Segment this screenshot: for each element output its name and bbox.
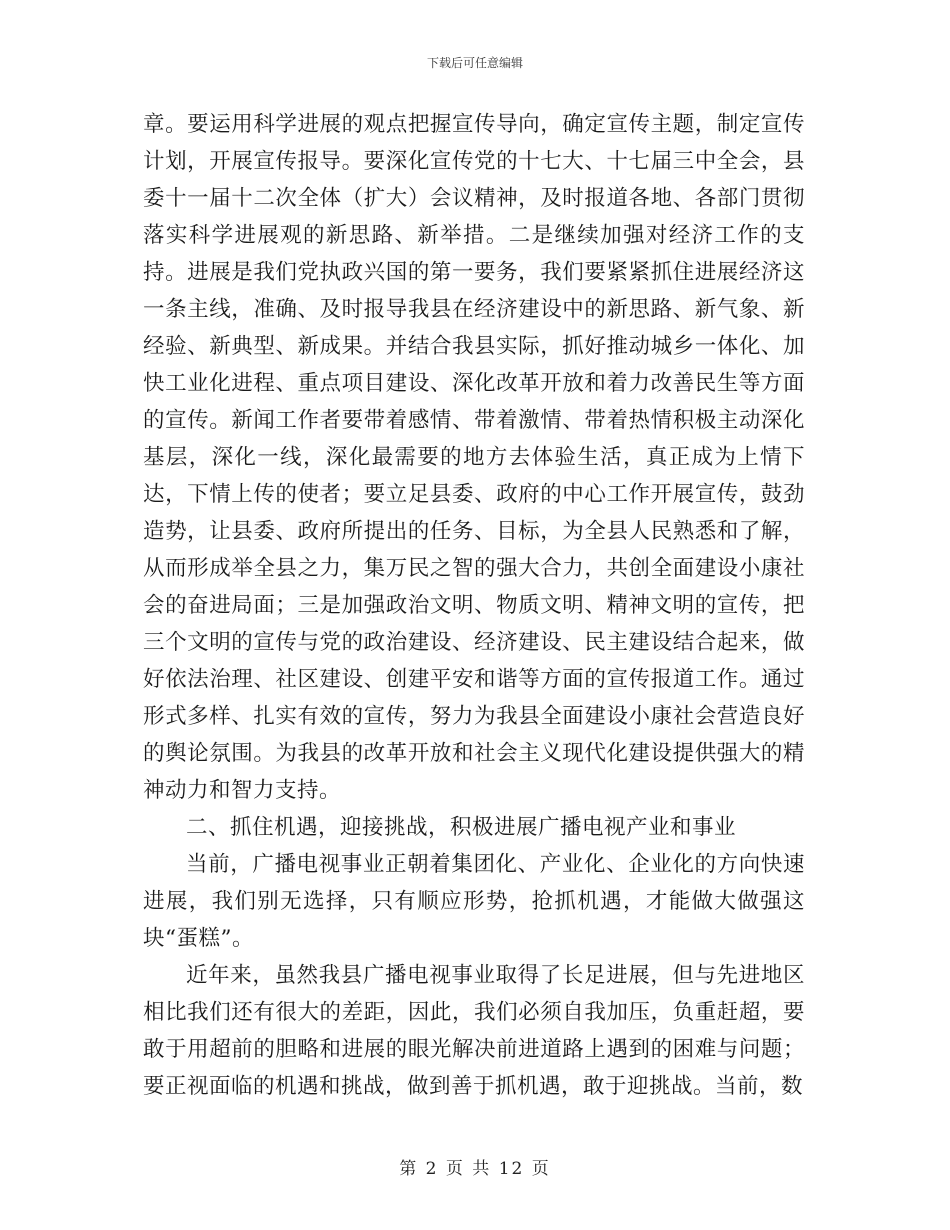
paragraph-continued: 章。要运用科学进展的观点把握宣传导向，确定宣传主题，制定宣传计划，开展宣传报导。要深化宣传党的十七大、十七届三中全会，县委十一届十二次全体（扩大）会议精神，及时报道各地、各部门贯彻落实科学进展观的新思路、新举措。二是继续加强对经济工作的支持。进展是我们党执政兴国的第一要务，我们要紧紧抓住进展经济这一条主线，准确、及时报导我县在经济建设中的新思路、新气象、新经验、新典型、新成果。并结合我县实际，抓好推动城乡一体化、加快工业化进程、重点项目建设、深化改革开放和着力改善民生等方面的宣传。新闻工作者要带着感情、带着激情、带着热情积极主动深化基层，深化一线，深化最需要的地方去体验生活，真正成为上情下达，下情上传的使者；要立足县委、政府的中心工作开展宣传，鼓劲造势，让县委、政府所提出的任务、目标，为全县人民熟悉和了解，从而形成举全县之力，集万民之智的强大合力，共创全面建设小康社会的奋进局面；三是加强政治文明、物质文明、精神文明的宣传，把三个文明的宣传与党的政治建设、经济建设、民主建设结合起来，做好依法治理、社区建设、创建平安和谐等方面的宣传报道工作。通过形式多样、扎实有效的宣传，努力为我县全面建设小康社会营造良好的舆论氛围。为我县的改革开放和社会主义现代化建设提供强大的精神动力和智力支持。 xyxy=(143,112,805,803)
document-body xyxy=(143,106,805,1105)
page-header-note: 下载后可任意编辑 xyxy=(426,56,523,70)
section-heading: 二、抓住机遇，迎接挑战，积极进展广播电视产业和事业 xyxy=(186,815,737,840)
paragraph: 近年来，虽然我县广播电视事业取得了长足进展，但与先进地区相比我们还有很大的差距，因此，我们必须自我加压，负重赶超，要敢于用超前的胆略和进展的眼光解决前进道路上遇到的困难与问题；要正视面临的机遇和挑战，做到善于抓机遇，敢于迎挑战。当前，数 xyxy=(143,963,805,1099)
page-number: 第 2 页 共 12 页 xyxy=(399,1159,551,1179)
paragraph: 当前，广播电视事业正朝着集团化、产业化、企业化的方向快速进展，我们别无选择，只有顺应形势，抢抓机遇，才能做大做强这块“蛋糕”。 xyxy=(143,852,805,951)
